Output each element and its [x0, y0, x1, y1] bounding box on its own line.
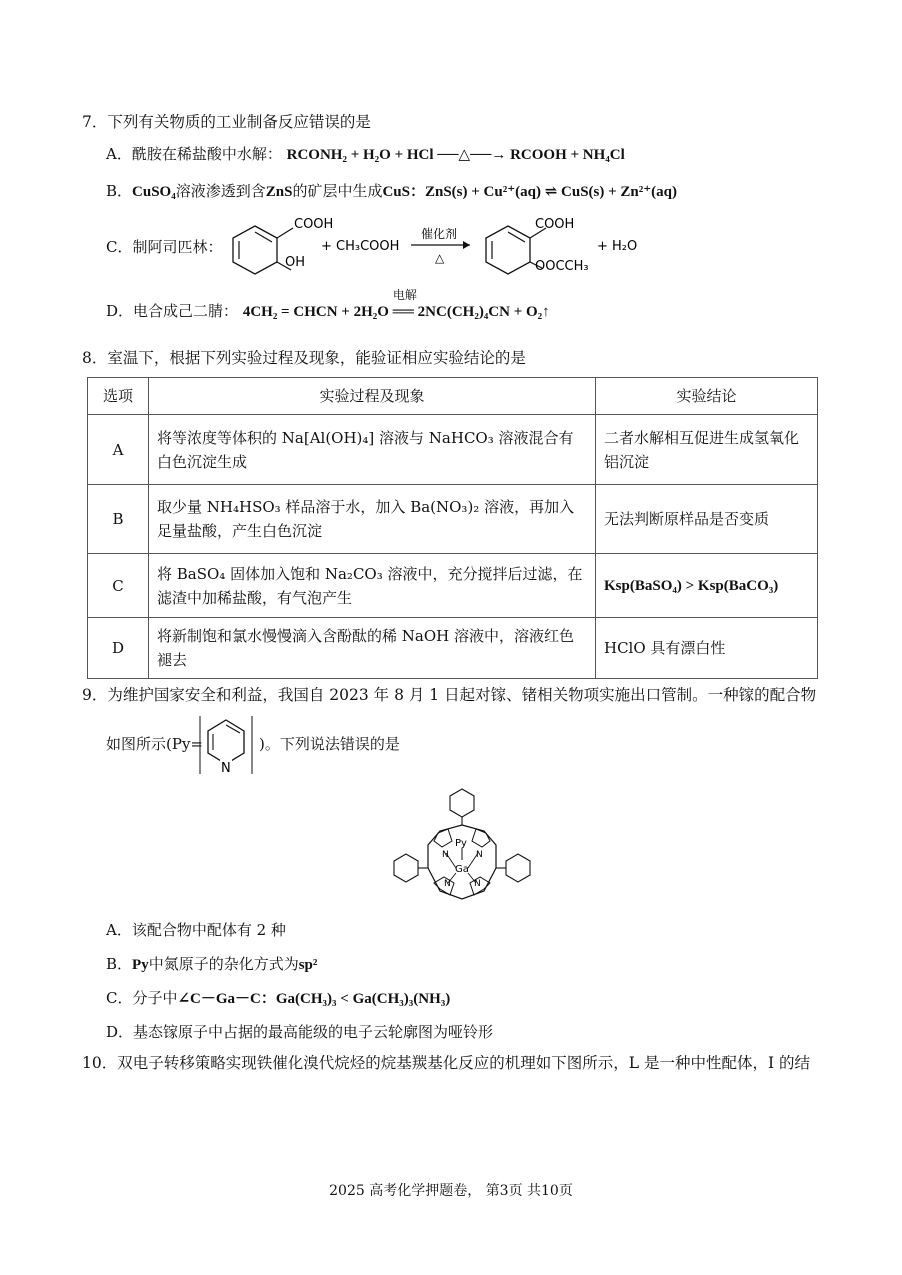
table-row — [88, 554, 818, 618]
row-b-option: B — [88, 485, 149, 554]
q8-table — [87, 377, 818, 679]
q8-stem: 8．室温下，根据下列实验过程及现象，能验证相应实验结论的是 — [82, 349, 526, 367]
row-c-conclusion: Ksp(BaSO₄) > Ksp(BaCO₃) — [596, 554, 818, 618]
q7-c-reaction-diagram — [225, 208, 655, 278]
reactant-oh-label: OH — [285, 255, 306, 270]
product-water: + H₂O — [597, 239, 638, 254]
q9-option-c — [106, 987, 450, 1008]
q9-stem2-a: 如图所示(Py= — [106, 735, 203, 753]
q9-b-text: 中氮原子的杂化方式为 — [148, 955, 299, 973]
row-b-conclusion: 无法判断原样品是否变质 — [596, 485, 818, 554]
n-label-2: N — [476, 850, 483, 860]
q7-stem: 7．下列有关物质的工业制备反应错误的是 — [82, 113, 371, 131]
header-process: 实验过程及现象 — [149, 378, 596, 415]
gallium-complex-structure — [380, 785, 545, 915]
q7-d-formula: 4CH₂ = CHCN + 2H₂O ══ 2NC(CH₂)₄CN + O₂↑ — [242, 304, 550, 320]
q9-option-d: D．基态镓原子中占据的最高能级的电子云轮廓图为哑铃形 — [106, 1023, 494, 1041]
row-c-process: 将 BaSO₄ 固体加入饱和 Na₂CO₃ 溶液中，充分搅拌后过滤，在滤渣中加稀盐酸，有气泡产生 — [149, 554, 596, 618]
q9-c-formula: ∠C－Ga－C：Ga(CH₃)₃ < Ga(CH₃)₃(NH₃) — [177, 991, 451, 1007]
table-row — [88, 415, 818, 485]
n-label-1: N — [442, 850, 449, 860]
n-label-4: N — [474, 879, 481, 889]
q7-b-text1: 溶液渗透到含 — [175, 182, 266, 200]
q9-option-b — [106, 953, 317, 974]
q9-b-sp2: sp² — [298, 957, 318, 973]
q7-option-d — [106, 288, 550, 321]
product-oocch3-label: OOCCH₃ — [535, 259, 589, 274]
ga-label: Ga — [455, 864, 469, 875]
q7-b-cuso4: CuSO₄ — [132, 184, 176, 200]
row-a-option: A — [88, 415, 149, 485]
pyridine-structure — [196, 712, 256, 778]
heat-label: △ — [435, 251, 445, 265]
q9-option-a: A．该配合物中配体有 2 种 — [106, 921, 286, 939]
q7-option-b — [106, 180, 677, 201]
row-a-process: 将等浓度等体积的 Na[Al(OH)₄] 溶液与 NaHCO₃ 溶液混合有白色沉淀生成 — [149, 415, 596, 485]
row-d-option: D — [88, 618, 149, 679]
page-footer: 2025 高考化学押题卷， 第3页 共10页 — [329, 1183, 573, 1199]
table-row — [88, 618, 818, 679]
q9-stem2-b: )。下列说法错误的是 — [259, 735, 400, 753]
q9-c-prefix: C．分子中 — [106, 989, 178, 1007]
header-conclusion: 实验结论 — [596, 378, 818, 415]
row-c-option: C — [88, 554, 149, 618]
benzene-ring-reactant — [233, 226, 277, 274]
table-row — [88, 485, 818, 554]
n-label-3: N — [444, 879, 451, 889]
header-option: 选项 — [88, 378, 149, 415]
py-label: Py — [455, 838, 467, 849]
q7-d-electrolysis-label: 电解 — [392, 288, 417, 302]
q7-c-prefix: C．制阿司匹林： — [106, 238, 223, 256]
q7-a-formula: RCONH₂ + H₂O + HCl ──△──→ RCOOH + NH₄Cl — [286, 147, 625, 163]
q9-b-py: Py — [132, 957, 149, 973]
q7-a-prefix: A．酰胺在稀盐酸中水解： — [106, 145, 282, 163]
q7-b-prefix: B． — [106, 182, 133, 200]
row-d-conclusion: HClO 具有漂白性 — [596, 618, 818, 679]
catalyst-label: 催化剂 — [421, 227, 458, 241]
q7-b-text2: 的矿层中生成 — [292, 182, 383, 200]
pyridine-n-label: N — [221, 761, 231, 776]
table-header-row — [88, 378, 818, 415]
q7-b-zns: ZnS — [265, 184, 293, 200]
reactant-acetic-acid: + CH₃COOH — [321, 239, 400, 254]
q7-d-prefix: D．电合成己二腈： — [106, 302, 239, 320]
q7-b-formula: CuS：ZnS(s) + Cu²⁺(aq) ⇌ CuS(s) + Zn²⁺(aq) — [382, 184, 678, 200]
row-a-conclusion: 二者水解相互促进生成氢氧化铝沉淀 — [596, 415, 818, 485]
q10-stem: 10．双电子转移策略实现铁催化溴代烷烃的烷基羰基化反应的机理如下图所示，L 是一种中性配体，I 的结 — [82, 1054, 810, 1072]
reactant-cooh-label: COOH — [294, 217, 334, 232]
product-cooh-label: COOH — [535, 217, 575, 232]
q9-b-prefix: B． — [106, 955, 133, 973]
row-d-process: 将新制饱和氯水慢慢滴入含酚酞的稀 NaOH 溶液中，溶液红色褪去 — [149, 618, 596, 679]
q7-option-a — [106, 143, 625, 164]
row-b-process: 取少量 NH₄HSO₃ 样品溶于水，加入 Ba(NO₃)₂ 溶液，再加入足量盐酸，产生白色沉淀 — [149, 485, 596, 554]
q9-stem: 9．为维护国家安全和利益，我国自 2023 年 8 月 1 日起对镓、锗相关物项实施出口管制。一种镓的配合物 — [82, 686, 817, 704]
